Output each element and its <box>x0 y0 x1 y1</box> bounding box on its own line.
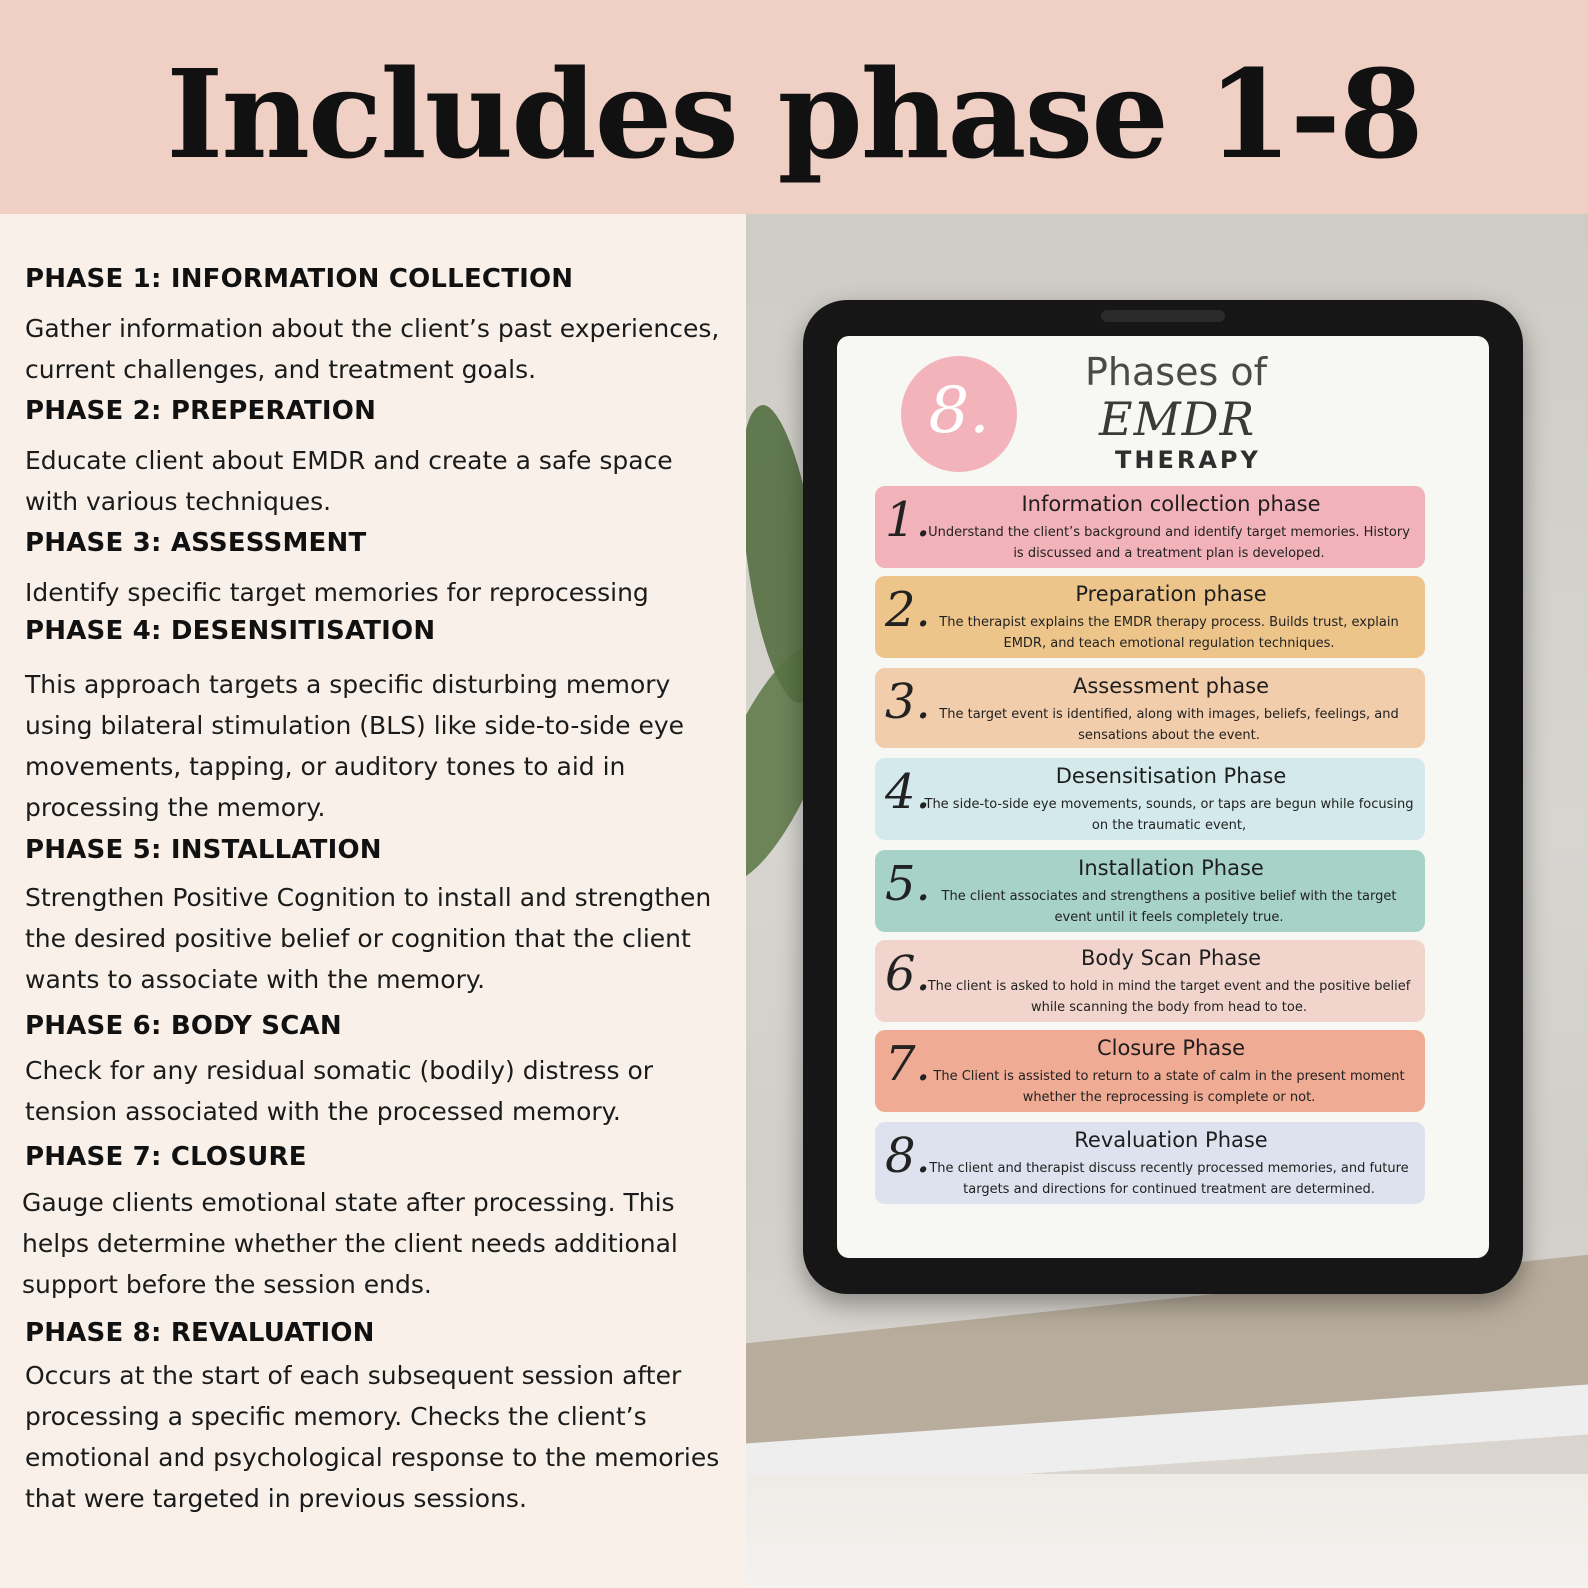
phase-7-heading: PHASE 7: CLOSURE <box>25 1142 307 1172</box>
card-description: The client associates and strengthens a positive belief with the target event until it feels completely true. <box>941 889 1397 925</box>
phase-card-3 <box>875 668 1425 748</box>
phase-3-body: Identify specific target memories for reprocessing <box>25 578 649 607</box>
title-banner <box>0 0 1588 214</box>
phase-card-8 <box>875 1122 1425 1204</box>
cloth <box>746 1474 1588 1588</box>
phase-card-5 <box>875 850 1425 932</box>
card-title: Body Scan Phase <box>1080 946 1262 970</box>
phase-8-heading: PHASE 8: REVALUATION <box>25 1318 375 1348</box>
card-title: Revaluation Phase <box>1074 1128 1268 1152</box>
phase-card-6 <box>875 940 1425 1022</box>
phase-6-heading: PHASE 6: BODY SCAN <box>25 1011 342 1041</box>
phase-2-body: Educate client about EMDR and create a safe space with various techniques. <box>25 446 673 516</box>
card-description: The client and therapist discuss recently processed memories, and future targets and directions for continued treatment are determined. <box>929 1161 1409 1197</box>
screen-title-line1: Phases of <box>1085 350 1267 394</box>
card-number: 3. <box>885 674 931 730</box>
phase-1-body: Gather information about the client’s past experiences, current challenges, and treatment goals. <box>25 314 720 384</box>
card-description: The Client is assisted to return to a state of calm in the present moment whether the reprocessing is complete or not. <box>933 1069 1405 1105</box>
phase-card-2 <box>875 576 1425 658</box>
tablet-camera <box>1101 310 1225 322</box>
phase-2-heading: PHASE 2: PREPERATION <box>25 396 377 426</box>
badge-circle <box>901 356 1017 472</box>
card-title: Assessment phase <box>1072 674 1269 698</box>
card-number: 6. <box>885 946 931 1002</box>
card-number: 5. <box>885 856 931 912</box>
phase-3-heading: PHASE 3: ASSESSMENT <box>25 528 367 558</box>
phase-7-body: Gauge clients emotional state after processing. This helps determine whether the client needs additional support before the session ends. <box>22 1188 678 1299</box>
phase-card-7 <box>875 1030 1425 1112</box>
card-description: The target event is identified, along with images, beliefs, feelings, and sensations about the event. <box>939 707 1399 743</box>
badge-number: 8. <box>928 374 990 448</box>
card-number: 4. <box>885 764 931 820</box>
phase-4-body: This approach targets a specific disturbing memory using bilateral stimulation (BLS) like side-to-side eye movements, tapping, or auditory tones to aid in processing the memory. <box>25 670 685 822</box>
card-number: 1. <box>885 492 931 548</box>
card-number: 8. <box>885 1128 931 1184</box>
card-title: Installation Phase <box>1078 856 1264 880</box>
card-title: Preparation phase <box>1075 582 1267 606</box>
phase-8-body: Occurs at the start of each subsequent session after processing a specific memory. Checks the client’s emotional and psychological response to the memories that were targeted in previous sessions. <box>25 1361 720 1513</box>
phase-5-body: Strengthen Positive Cognition to install and strengthen the desired positive belief or cognition that the client wants to associate with the memory. <box>25 883 712 994</box>
page-title: Includes phase 1-8 <box>166 42 1422 186</box>
phase-card-4 <box>875 758 1425 840</box>
card-description: The therapist explains the EMDR therapy process. Builds trust, explain EMDR, and teach emotional regulation techniques. <box>939 615 1399 651</box>
card-description: The side-to-side eye movements, sounds, or taps are begun while focusing on the traumatic event, <box>924 797 1414 833</box>
phase-6-body: Check for any residual somatic (bodily) distress or tension associated with the processed memory. <box>25 1056 654 1126</box>
phase-4-heading: PHASE 4: DESENSITISATION <box>25 616 436 646</box>
card-number: 7. <box>885 1036 931 1092</box>
tablet-screen <box>837 336 1489 1258</box>
card-description: The client is asked to hold in mind the target event and the positive belief while scanning the body from head to toe. <box>927 979 1411 1015</box>
card-title: Information collection phase <box>1021 492 1321 516</box>
card-title: Desensitisation Phase <box>1055 764 1287 788</box>
tablet-device <box>803 300 1523 1294</box>
card-title: Closure Phase <box>1096 1036 1246 1060</box>
card-description: Understand the client’s background and identify target memories. History is discussed and a treatment plan is developed. <box>928 525 1410 561</box>
screen-title-line3: THERAPY <box>1115 446 1261 474</box>
phase-list-panel <box>0 214 746 1588</box>
screen-title-line2: EMDR <box>1099 392 1256 446</box>
phase-5-heading: PHASE 5: INSTALLATION <box>25 835 382 865</box>
phase-card-1 <box>875 486 1425 568</box>
phase-1-heading: PHASE 1: INFORMATION COLLECTION <box>25 264 574 294</box>
card-number: 2. <box>885 582 931 638</box>
